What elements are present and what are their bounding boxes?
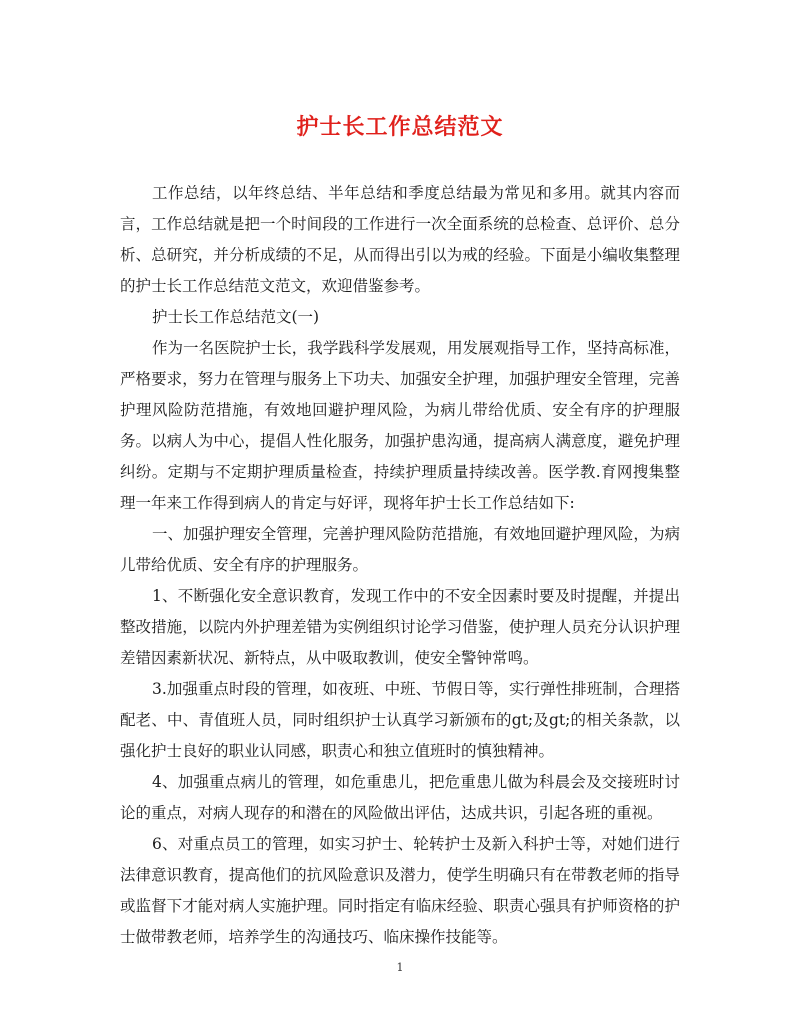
- body-paragraph: 3.加强重点时段的管理，如夜班、中班、节假日等，实行弹性排班制，合理搭配老、中、青值班人员，同时组织护士认真学习新颁布的gt;及gt;的相关条款，以强化护士良好的职业认同感，职责心和独立值班时的慎独精神。: [120, 680, 680, 760]
- page-number: 1: [396, 961, 404, 974]
- body-paragraph: 6、对重点员工的管理，如实习护士、轮转护士及新入科护士等，对她们进行法律意识教育，提高他们的抗风险意识及潜力，使学生明确只有在带教老师的指导或监督下才能对病人实施护理。同时指定有临床经验、职责心强具有护师资格的护士做带教老师，培养学生的沟通技巧、临床操作技能等。: [120, 835, 680, 946]
- body-paragraph: 作为一名医院护士长，我学践科学发展观，用发展观指导工作，坚持高标准，严格要求，努力在管理与服务上下功夫、加强安全护理，加强护理安全管理，完善护理风险防范措施，有效地回避护理风险，为病儿带给优质、安全有序的护理服务。以病人为中心，提倡人性化服务，加强护患沟通，提高病人满意度，避免护理纠纷。定期与不定期护理质量检查，持续护理质量持续改善。医学教.育网搜集整理一年来工作得到病人的肯定与好评，现将年护士长工作总结如下:: [120, 339, 680, 512]
- body-paragraph: 一、加强护理安全管理，完善护理风险防范措施，有效地回避护理风险，为病儿带给优质、安全有序的护理服务。: [120, 525, 680, 574]
- document-title: 护士长工作总结范文: [296, 114, 504, 140]
- document-body: [120, 178, 680, 953]
- intro-paragraph: 工作总结，以年终总结、半年总结和季度总结最为常见和多用。就其内容而言，工作总结就是把一个时间段的工作进行一次全面系统的总检查、总评价、总分析、总研究，并分析成绩的不足，从而得出引以为戒的经验。下面是小编收集整理的护士长工作总结范文范文，欢迎借鉴参考。: [120, 184, 680, 295]
- section-heading: 护士长工作总结范文(一): [152, 308, 320, 326]
- body-paragraph: 4、加强重点病儿的管理，如危重患儿，把危重患儿做为科晨会及交接班时讨论的重点，对病人现存的和潜在的风险做出评估，达成共识，引起各班的重视。: [120, 773, 680, 822]
- body-paragraph: 1、不断强化安全意识教育，发现工作中的不安全因素时要及时提醒，并提出整改措施，以院内外护理差错为实例组织讨论学习借鉴，使护理人员充分认识护理差错因素新状况、新特点，从中吸取教训，使安全警钟常鸣。: [120, 587, 680, 667]
